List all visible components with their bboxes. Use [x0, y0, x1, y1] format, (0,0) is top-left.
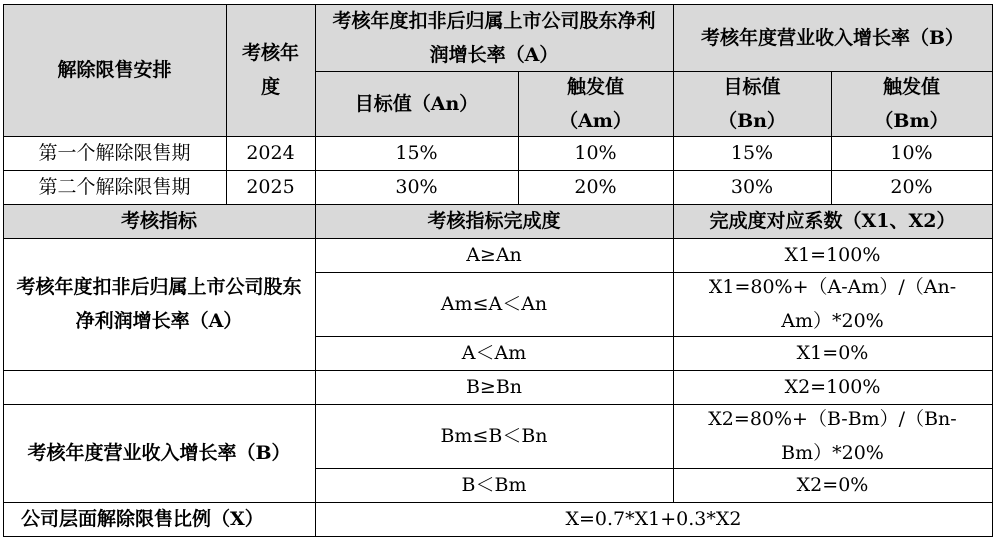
grid-line — [3, 204, 993, 205]
a-coef-3: X1=0% — [796, 342, 869, 364]
b-coef-1: X2=100% — [784, 376, 881, 398]
row1-am: 10% — [574, 142, 617, 164]
grid-line — [226, 4, 227, 204]
grid-line — [3, 4, 4, 537]
grid-line — [315, 336, 993, 337]
indicator-a-label: 考核年度扣非后归属上市公司股东净利润增长率（A） — [16, 276, 302, 332]
grid-line — [3, 136, 993, 137]
grid-line — [3, 536, 993, 537]
grid-line — [3, 170, 993, 171]
row2-period: 第二个解除限售期 — [38, 176, 191, 198]
b-condition-1: B≥Bn — [465, 376, 523, 398]
row2-bn: 30% — [730, 176, 774, 198]
b-coef-2: X2=80%+（B-Bm）/（Bn-Bm）*20% — [708, 408, 957, 464]
header-coefficient: 完成度对应系数（X1、X2） — [673, 204, 992, 238]
b-condition-3: B＜Bm — [461, 474, 527, 496]
a-condition-3: A＜Am — [461, 342, 527, 364]
grid-line — [673, 4, 674, 502]
a-coef-1: X1=100% — [784, 244, 881, 266]
indicator-b-label: 考核年度营业收入增长率（B） — [27, 442, 291, 464]
grid-line — [518, 71, 519, 204]
header-completion: 考核指标完成度 — [315, 204, 673, 238]
row2-bm: 20% — [890, 176, 933, 198]
header-am: 触发值（Am） — [518, 71, 673, 136]
row1-bm: 10% — [890, 142, 933, 164]
grid-line — [315, 71, 993, 72]
b-condition-2: Bm≤B＜Bn — [440, 425, 548, 447]
row2-am: 20% — [574, 176, 617, 198]
row1-an: 15% — [395, 142, 438, 164]
grid-line — [3, 502, 993, 503]
a-condition-2: Am≤A＜An — [440, 293, 548, 315]
header-an: 目标值（An） — [315, 71, 518, 136]
b-coef-3: X2=0% — [796, 474, 869, 496]
row1-year: 2024 — [246, 142, 295, 164]
a-condition-1: A≥An — [466, 244, 522, 266]
header-group-a: 考核年度扣非后归属上市公司股东净利润增长率（A） — [315, 4, 673, 71]
grid-line — [831, 71, 832, 204]
row1-period: 第一个解除限售期 — [38, 142, 191, 164]
a-coef-2: X1=80%+（A-Am）/（An-Am）*20% — [708, 276, 957, 332]
header-group-b: 考核年度营业收入增长率（B） — [673, 4, 992, 71]
footer-formula: X=0.7*X1+0.3*X2 — [565, 508, 742, 530]
header-arrangement: 解除限售安排 — [3, 4, 226, 136]
grid-line — [315, 4, 316, 537]
grid-line — [315, 468, 993, 469]
grid-line — [3, 370, 993, 371]
row2-an: 30% — [395, 176, 438, 198]
grid-line — [3, 4, 993, 5]
header-bn: 目标值（Bn） — [673, 71, 831, 136]
grid-line — [315, 272, 993, 273]
row2-year: 2025 — [246, 176, 295, 198]
footer-label: 公司层面解除限售比例（X） — [21, 508, 264, 530]
header-bm: 触发值（Bm） — [831, 71, 992, 136]
grid-line — [3, 404, 993, 405]
grid-line — [992, 4, 993, 537]
header-indicator: 考核指标 — [3, 204, 315, 238]
header-year: 考核年度 — [226, 4, 315, 136]
grid-line — [3, 238, 993, 239]
row1-bn: 15% — [730, 142, 774, 164]
